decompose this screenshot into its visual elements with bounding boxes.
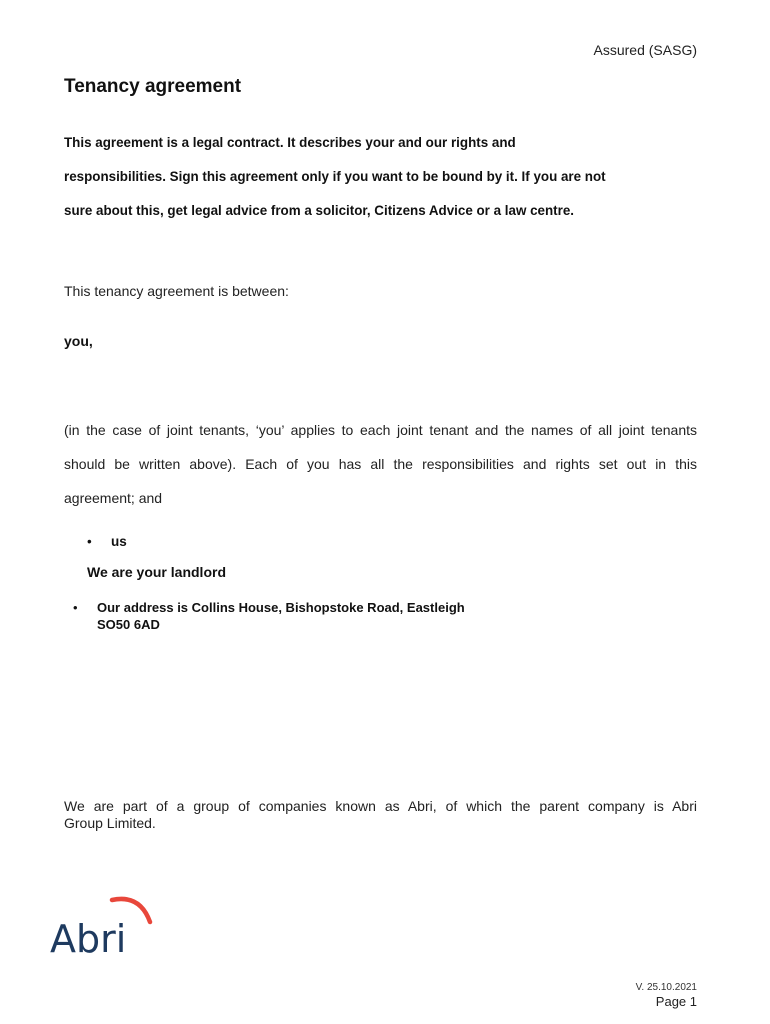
page-number: Page 1 <box>655 994 697 1009</box>
abri-logo <box>48 892 158 958</box>
landlord-statement: We are your landlord <box>87 564 226 580</box>
page-title: Tenancy agreement <box>64 76 242 97</box>
group-line: Group Limited. <box>64 815 156 831</box>
bullet-icon: • <box>73 600 78 615</box>
group-companies-paragraph <box>64 798 697 832</box>
abri-logo-icon <box>48 892 158 958</box>
joint-line: should be written above). Each of you has all the responsibilities and rights set out in this <box>64 456 697 472</box>
intro-paragraph <box>64 126 704 228</box>
bullet-us-text: us <box>111 534 127 549</box>
address-line: SO50 6AD <box>97 617 160 632</box>
joint-line: agreement; and <box>64 490 163 506</box>
address-bullet-item <box>73 599 465 633</box>
bullet-us-item <box>87 534 127 549</box>
logo-wordmark: Abri <box>50 917 127 958</box>
joint-tenants-paragraph <box>64 413 697 515</box>
version-label: V. 25.10.2021 <box>635 982 697 993</box>
intro-line: sure about this, get legal advice from a solicitor, Citizens Advice or a law centre. <box>64 203 574 218</box>
bullet-icon: • <box>87 534 92 549</box>
document-type-label: Assured (SASG) <box>593 42 697 58</box>
intro-line: This agreement is a legal contract. It describes your and our rights and <box>64 135 516 150</box>
tenant-party-label: you, <box>64 333 93 349</box>
parties-intro: This tenancy agreement is between: <box>64 283 289 299</box>
intro-line: responsibilities. Sign this agreement only if you want to be bound by it. If you are not <box>64 169 606 184</box>
address-line: Our address is Collins House, Bishopstoke Road, Eastleigh <box>97 600 465 615</box>
group-line: We are part of a group of companies known as Abri, of which the parent company is Abri <box>64 798 697 814</box>
joint-line: (in the case of joint tenants, ‘you’ applies to each joint tenant and the names of all joint tenants <box>64 422 697 438</box>
